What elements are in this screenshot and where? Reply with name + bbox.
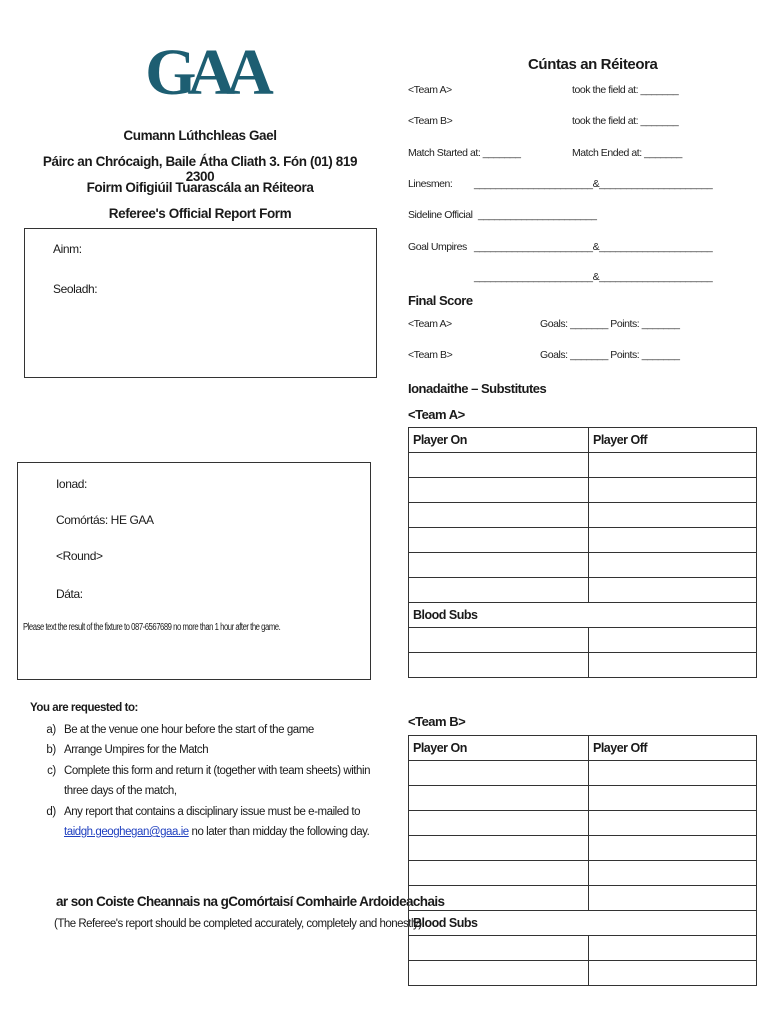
round-label: <Round> (56, 549, 103, 563)
player-on-cell[interactable] (409, 528, 589, 553)
team-b-substitutes-table (408, 735, 757, 986)
sideline-official-label: Sideline Official (408, 209, 473, 221)
final-score-heading: Final Score (408, 293, 473, 308)
table-row (409, 786, 757, 811)
final-score-team-a: <Team A> (408, 318, 452, 330)
player-on-cell[interactable] (409, 761, 589, 786)
committee-signature-line: ar son Coiste Cheannais na gComórtaisí Comhairle Ardoideachais (56, 894, 445, 909)
instruction-item (64, 802, 375, 843)
final-score-team-a-goals-points[interactable]: Goals: _______ Points: _______ (540, 318, 680, 330)
player-on-cell[interactable] (409, 578, 589, 603)
player-on-cell[interactable] (409, 961, 589, 986)
accuracy-note: (The Referee's report should be completed accurately, completely and honestly) (54, 918, 422, 930)
header-form-title-irish: Foirm Oifigiúil Tuarascála an Réiteora (86, 180, 314, 195)
match-ended-field[interactable]: Match Ended at: _______ (572, 147, 682, 159)
player-off-cell[interactable] (589, 578, 757, 603)
date-label: Dáta: (56, 587, 83, 601)
header-form-title-english: Referee's Official Report Form (108, 206, 292, 221)
table-row (409, 936, 757, 961)
col-player-on: Player On (409, 736, 589, 761)
email-link[interactable]: taidgh.geoghegan@gaa.ie (64, 826, 189, 838)
table-row (409, 628, 757, 653)
table-header-row (409, 428, 757, 453)
instruction-item-text: Any report that contains a disciplinary issue must be e-mailed to (64, 805, 361, 818)
match-started-field[interactable]: Match Started at: _______ (408, 147, 521, 159)
table-row (409, 653, 757, 678)
instructions-heading: You are requested to: (30, 702, 138, 714)
fixture-details-box[interactable] (17, 462, 371, 680)
player-off-cell[interactable] (589, 628, 757, 653)
substitutes-heading: Ionadaithe – Substitutes (408, 381, 547, 396)
table-row (409, 886, 757, 911)
col-player-off: Player Off (589, 428, 757, 453)
table-row (409, 553, 757, 578)
player-on-cell[interactable] (409, 811, 589, 836)
blood-subs-row (409, 603, 757, 628)
player-off-cell[interactable] (589, 553, 757, 578)
col-player-off: Player Off (589, 736, 757, 761)
gaa-logo-text: GAA (145, 36, 265, 109)
table-row (409, 478, 757, 503)
goal-umpires-label: Goal Umpires (408, 241, 467, 253)
table-row (409, 961, 757, 986)
email-suffix: no later than midday the following day. (188, 826, 370, 838)
table-row (409, 528, 757, 553)
player-on-cell[interactable] (409, 553, 589, 578)
table-header-row (409, 736, 757, 761)
team-a-substitutes-table (408, 427, 757, 678)
gaa-logo (145, 32, 265, 109)
subs-team-b-label: <Team B> (408, 714, 466, 729)
blood-subs-label: Blood Subs (409, 603, 757, 628)
table-row (409, 453, 757, 478)
player-off-cell[interactable] (589, 886, 757, 911)
player-off-cell[interactable] (589, 861, 757, 886)
sideline-official-field[interactable]: ______________________ (478, 209, 597, 221)
table-row (409, 861, 757, 886)
team-b-took-field[interactable]: took the field at: _______ (572, 115, 679, 127)
team-a-label: <Team A> (408, 84, 452, 96)
subs-team-a-label: <Team A> (408, 407, 465, 422)
table-row (409, 761, 757, 786)
name-address-box[interactable] (24, 228, 377, 378)
instruction-item: b. Arrange Umpires for the Match (64, 740, 375, 761)
player-off-cell[interactable] (589, 528, 757, 553)
team-b-label: <Team B> (408, 115, 453, 127)
player-on-cell[interactable] (409, 836, 589, 861)
player-off-cell[interactable] (589, 961, 757, 986)
table-row (409, 836, 757, 861)
player-on-cell[interactable] (409, 478, 589, 503)
text-result-note: Please text the result of the fixture to 087-6567689 no more than 1 hour after the game. (23, 622, 281, 633)
name-label: Ainm: (53, 242, 82, 256)
header-association: Cumann Lúthchleas Gael (123, 128, 277, 143)
player-off-cell[interactable] (589, 653, 757, 678)
instructions (30, 698, 375, 843)
player-on-cell[interactable] (409, 786, 589, 811)
player-on-cell[interactable] (409, 936, 589, 961)
player-off-cell[interactable] (589, 811, 757, 836)
player-off-cell[interactable] (589, 761, 757, 786)
player-on-cell[interactable] (409, 886, 589, 911)
player-off-cell[interactable] (589, 453, 757, 478)
table-row (409, 578, 757, 603)
blood-subs-label: Blood Subs (409, 911, 757, 936)
linesmen-fields[interactable]: ______________________&_____________________ (474, 178, 713, 190)
blood-subs-row (409, 911, 757, 936)
player-on-cell[interactable] (409, 861, 589, 886)
goal-umpires-fields-2[interactable]: ______________________&_____________________ (474, 271, 713, 283)
player-off-cell[interactable] (589, 936, 757, 961)
report-title: Cúntas an Réiteora (528, 56, 658, 73)
header-address: Páirc an Chrócaigh, Baile Átha Cliath 3. Fón (01) 819 2300 (42, 154, 358, 184)
player-on-cell[interactable] (409, 653, 589, 678)
instruction-item: c. Complete this form and return it (together with team sheets) within three days of the match, (64, 761, 375, 802)
venue-label: Ionad: (56, 477, 87, 491)
table-row (409, 811, 757, 836)
instruction-item: a. Be at the venue one hour before the start of the game (64, 720, 375, 741)
table-row (409, 503, 757, 528)
player-off-cell[interactable] (589, 836, 757, 861)
linesmen-label: Linesmen: (408, 178, 453, 190)
player-off-cell[interactable] (589, 503, 757, 528)
player-on-cell[interactable] (409, 628, 589, 653)
team-a-took-field[interactable]: took the field at: _______ (572, 84, 679, 96)
final-score-team-b: <Team B> (408, 349, 453, 361)
player-off-cell[interactable] (589, 478, 757, 503)
competition-label: Comórtás: HE GAA (56, 513, 154, 527)
address-label: Seoladh: (53, 282, 98, 296)
col-player-on: Player On (409, 428, 589, 453)
player-on-cell[interactable] (409, 503, 589, 528)
instructions-list (30, 720, 375, 843)
goal-umpires-fields[interactable]: ______________________&_____________________ (474, 241, 713, 253)
final-score-team-b-goals-points[interactable]: Goals: _______ Points: _______ (540, 349, 680, 361)
player-off-cell[interactable] (589, 786, 757, 811)
player-on-cell[interactable] (409, 453, 589, 478)
